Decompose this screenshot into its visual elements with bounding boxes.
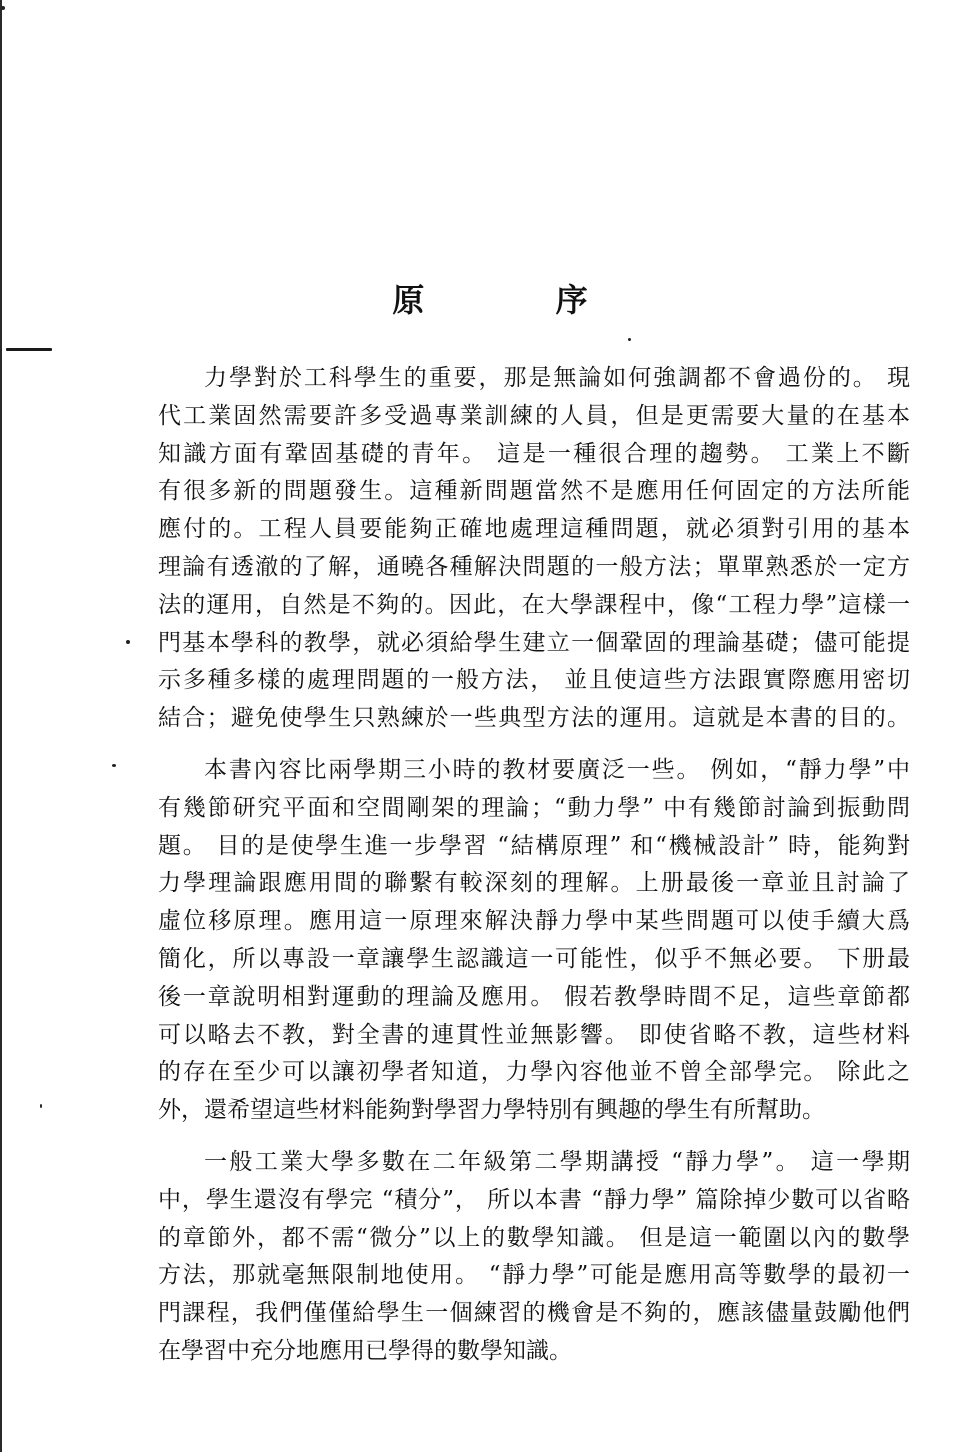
text-line: 的存在至少可以讓初學者知道，力學內容他並不曾全部學完。 除此之 bbox=[158, 1059, 910, 1086]
text-line: 中，學生還沒有學完 “積分”， 所以本書 “靜力學” 篇除掉少數可以省略 bbox=[158, 1186, 910, 1213]
scan-speck bbox=[126, 640, 130, 644]
text-line: 示多種多樣的處理問題的一般方法， 並且使這些方法跟實際應用密切 bbox=[158, 667, 910, 694]
text-line: 方法，那就毫無限制地使用。 “靜力學”可能是應用高等數學的最初一 bbox=[158, 1262, 910, 1289]
text-line: 門課程，我們僅僅給學生一個練習的機會是不夠的，應該儘量鼓勵他們 bbox=[158, 1300, 910, 1327]
text-line: 簡化，所以專設一章讓學生認識這一可能性，似乎不無必要。 下册最 bbox=[158, 945, 910, 972]
text-line: 可以略去不教，對全書的連貫性並無影響。 即使省略不教，這些材料 bbox=[158, 1021, 910, 1048]
text-line: 法的運用，自然是不夠的。因此，在大學課程中，像“工程力學”這樣一 bbox=[158, 591, 910, 618]
text-line: 的章節外，都不需“微分”以上的數學知識。 但是這一範圍以內的數學 bbox=[158, 1224, 910, 1251]
text-line: 門基本學科的教學，就必須給學生建立一個鞏固的理論基礎；儘可能提 bbox=[158, 629, 910, 656]
text-line: 本書內容比兩學期三小時的教材要廣泛一些。 例如，“靜力學”中 bbox=[204, 756, 910, 783]
margin-mark bbox=[6, 348, 52, 351]
text-line: 外，還希望這些材料能夠對學習力學特別有興趣的學生有所幫助。 bbox=[158, 1097, 825, 1124]
scan-speck bbox=[1, 6, 5, 10]
page-title: 原 序 bbox=[392, 281, 648, 319]
text-line: 知識方面有鞏固基礎的青年。 這是一種很合理的趨勢。 工業上不斷 bbox=[158, 440, 910, 467]
text-line: 有幾節研究平面和空間剛架的理論；“動力學” 中有幾節討論到振動問 bbox=[158, 794, 910, 821]
page-left-edge bbox=[0, 0, 2, 1452]
text-line: 代工業固然需要許多受過專業訓練的人員，但是更需要大量的在基本 bbox=[158, 402, 910, 429]
text-line: 力學理論跟應用間的聯繫有較深刻的理解。上册最後一章並且討論了 bbox=[158, 870, 910, 897]
text-line: 應付的。工程人員要能夠正確地處理這種問題，就必須對引用的基本 bbox=[158, 516, 910, 543]
scan-speck bbox=[628, 338, 631, 341]
scan-speck bbox=[40, 1104, 42, 1108]
text-line: 在學習中充分地應用已學得的數學知識。 bbox=[158, 1337, 572, 1364]
paragraph bbox=[158, 752, 910, 1130]
paragraph bbox=[158, 1144, 910, 1371]
text-line: 題。 目的是使學生進一步學習 “結構原理” 和“機械設計” 時，能夠對 bbox=[158, 832, 910, 859]
scan-speck bbox=[112, 764, 116, 767]
body-text bbox=[158, 360, 910, 1385]
paragraph bbox=[158, 360, 910, 738]
text-line: 理論有透澈的了解，通曉各種解決問題的一般方法；單單熟悉於一定方 bbox=[158, 553, 910, 580]
text-line: 虛位移原理。應用這一原理來解決靜力學中某些問題可以使手續大爲 bbox=[158, 908, 910, 935]
text-line: 力學對於工科學生的重要，那是無論如何強調都不會過份的。 現 bbox=[204, 365, 910, 391]
text-line: 一般工業大學多數在二年級第二學期講授 “靜力學”。 這一學期 bbox=[204, 1148, 910, 1175]
text-line: 有很多新的問題發生。這種新問題當然不是應用任何固定的方法所能 bbox=[158, 478, 910, 505]
text-line: 結合；避免使學生只熟練於一些典型方法的運用。這就是本書的目的。 bbox=[158, 705, 910, 732]
text-line: 後一章說明相對運動的理論及應用。 假若教學時間不足，這些章節都 bbox=[158, 983, 910, 1010]
